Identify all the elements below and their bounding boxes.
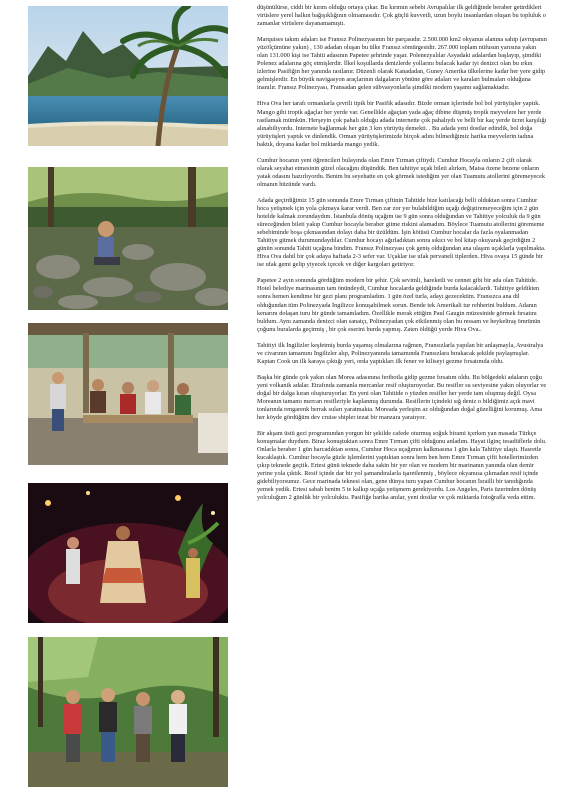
paragraph-morea: Başka bir günde çok yakın olan Morea adasınına feribotla gidip gezme fırsatım oldu. Bu bölgedeki adaların çoğu yeni volkanik adalar. Etrafında zamanla mercanlar resif oluşturuyorlar. Bu resifler su seviyesine yakın oluyorlar ve doğal bir dalga kıran oluşturuyorlar. En yeni olan Tahitide o yüzden resifler her yerde tam oluşmuş değil. Oysa Moreanın tamamı mercan resifleriyle kaplanmış durumda. Resiflerin içindeki sığ deniz o bildiğimiz açık mavi tonlarında rengarenk berrak suları yaratmakta. Moreada yerleşim az olduğundan doğal güzelliğini korumuş. Ama her köyde gördüğüm dev cruise shipler tezat bir manzara yaratıyor. [257,373,547,422]
forest-man-image [28,167,228,310]
paragraph-tahiti-history: Tahitiyi ilk İngilizler keşfetmiş burda yaşamış olmalarına rağmen, Fransızlarla yapılan bir anlaşmayla, Avustralya ve civarının tamamını İngilizler alıp, Polinezyanında tamamında Fransızlara bırakacak şekilde paylaşmışlar. Kaptan Cook un ilk karaya çıktığı yeri, orda yaptıkları ilk fener ve kiliseyi gezme fırsatımda oldu. [257,341,544,365]
beach-palm-photo [28,6,228,146]
group-terrace-image [28,323,228,465]
paragraph-farewell: Bir akşam üstü gezi programından yorgun bir şekilde cafede oturmuş soğuk birami içerken yan masada Türkçe konuşmalar duydum. Biraz konuştuktan sonra Emre Tırman çifti olduğunu anladım. Hayat ilginç tesadüflerle dolu. Onlarla beraber 1 gün harcadıktan sonra, Cumhur Hoca uçağımın kalkmasına 1 gün kala Tahitiye ulaştı. Hasretle kucaklaştık. Cumhur hocayla güzle işlemlerini yaptıktan sonra hem ben hem Emre Tırman çifti hotellerimizden çıkıp teknede geçtik. Ertesi günü teknede daha sakin bir yer olan ve modern bir marinanın yanında olan demir yerine yola çıktık. Resif içinde dar bir yol şamandıralarla işaretlenmiş , böylece okyanusa çıkmadan resif içinde gidebiliyorsunuz. Gece marinada teknesi olan, gene dünya turu yapan Cumhur hocanın İsrailli bir tanıdığında yemek yedik. Ertesi sabah benim 5 te kalkıp uçağa yetişmem gerekiyordu. Los Angeles, Paris üzerinden dönüş yolculuğum 2 günlük bir yolculuktu. Pasifiğe harika anılar, yeni dostlar ve çok miktarda fotoğrafla veda ettim. [257,430,547,502]
beach-palm-image [28,6,228,146]
dance-show-image [28,483,228,623]
paragraph-marquises: Marquises takım adaları ise Fransız Polinezyasının bir parçasıdır. 2.500.000 km2 okyanus alanına sahip (avrupanın yüzölçümüne yakın) , 130 adadan oluşan bu ülke Fransız sömürgesidir. 267.000 toplam nüfusun yarısına yakın olan 131.000 kişi ise Tahiti adasının Papetee şehrinde yaşar. Polenezyalılar Asyadaki adalardan başlayıp, şimdiki Polenez adalarına göç etmişlerdir. İlkel koşullarda denizlerde yollarını bulacak kadar iyi denizci olan bu ırkın izlerine Pasifiğin her yanında rastlanır. Düzenli olarak Kanadadan, Guney Amerika ülkelerine kadar her yere gidip gelmişlerdir. En büyük navigasyon araçlarının dalgaların yönüne göre adaları ve karaları bulmaları olduğuna inanılır. Fransız Polinezyası, Fransadan gelen sübvasyonlarla şimdiki modern yaşamı sağlamaktadır. [257,36,547,92]
paragraph-papetee: Papetee 2 ayın sonunda gördüğüm modern bir şehir. Çok sevimli, hareketli ve cennet gibi bir ada olan Tahitide. Hotel belediye marinasının tam önündeydi, Cumhur hocalarda geldiğinde burda kalacaklardı. Tahitiye geldikten sonra hemen kendime bir gezi planı programladım. 1 gün özel turla, adayı gezecektim. Fransızca ana dil olduğundan tüm Polinezyada İngilizce konuşabilmek sorun. Bende tek Amerikali tur rehberini buldum. Adanın kenarını dolaşan turu bir günde tamamladım. Özellikle merak ettiğim Paul Gaugin müzesinide görmek fırsatını buldum. Aynı zamanda denizci olan sanatçı, Polinezyadan çok etkilenmiş olan bu ressam ve heykeltraş ömrünün çoğunu buralarda geçirmiş , bir çok eserini burda yapmış. Zaten öldüğü yerde Hiva Ova.. [257,277,541,333]
hiking-group-image [28,637,228,787]
paragraph-emre-tirman: Cumhur hocanın yeni öğrencileri bulayında olan Emre Tırman çiftiydi. Cumhur Hocayla onların 2 çift olarak olarak seyahat etmesinin güzel olacağını düşündük. Ben tahitiye uçak bileti alırken, Maisa özene bezene onların yatak odasını hazırlıyordu. Benim bu seyehatte en çok görmek istediğim yer olan Tuamutu atollerini göremeyecek olmanın hüzünde vardı. [257,156,546,188]
article-text [257,4,547,511]
forest-man-photo [28,167,228,310]
paragraph-hiva-ova: Hiva Ova her tarafı ormanlarla çevrili tipik bir Pasifik adasıdır. Bizde orman içlerinde bol bol yürüyüşler yaptık. Mango gibi tropik ağaçlar her yerde var. Genellikle ağaçtan yada ağaç dibine düşmüş tropik meyvelere her yerde rastlamak mümkün. Herşeyin çok pahalı olduğu adada internette çok pahalıydı ve belli bir kaç yerde ücret karşılığı alınabiliyordu. Internete bağlanmak her gün 3 km yürüyüş demekti. . Bu adada yeni dostlar edindik, bol doğa yürüyüşleri yaptık ve dinlendik. Orman yürüyüşlerimizde birçok adını bilmediğimiz harika meyvelerin tadına baktık, doyana kadar bol miktarda mango yedik. [257,100,547,148]
dance-show-photo [28,483,228,623]
paragraph-fifteen-days: Adada geçirdiğimiz 15 gün sonunda Emre Tırman çiftinin Tahitide bize katılacağı belli olduktan sonra Cumhur hoca yetişmek için yola çıkmaya karar verdi. Ben zar zor yer bulabildiğim uçağı değiştiremeyeceğim için 2 gün hotelde kalmak zorundaydım. İstanbula dönüş uçağım ise 9 gün sonra olduğundan ve Tahitiye yolculuk da 9 gün süreceğinden bileti yakıp Cumhur hocayla beraber gitme riskini alamadım. Böylece Tuamutu atollerini görememe sebebiminde boşa çıkmasından dolayı daha bir üzüldüm. İşin kötüsü Cumhur hocalar da fazla oyalanmadan Tahitiye gitmek durumundaydılar. Cumhur hocayı ağırladıktan sonra sıkıcı ve bol kitap okuyarak geçirdiğim 2 günün sonunda Tahiti uçağına bindim. Fransız Polinezyası çok geniş olduğundan ana ulaşım uçaklarla yapılmakta. Hiva Ova dahil bir çok adaya haftada 2-3 sefer var. Uçaklar ise ufak pervaneli tiplerden. Hiva ovaya 15 günde bir ise ufak gemi gelip yiyecek içecek ve diğer kargoları getiriyor. [257,196,546,269]
paragraph-virus: düşünülürse, ciddi bir kırım olduğu ortaya çıkar. Bu kırımın sebebi Avrupalılar ilk geldiğinde beraber getirdikleri virüslere yerel halkın bağışıklığının olmamasıdır. Çok güçlü kuvvetli, uzun boylu insanlardan oluşan bu topluluk o zamanlar virüslere dayanamamıştı. [257,4,546,28]
hiking-group-photo [28,637,228,787]
group-terrace-photo [28,323,228,465]
